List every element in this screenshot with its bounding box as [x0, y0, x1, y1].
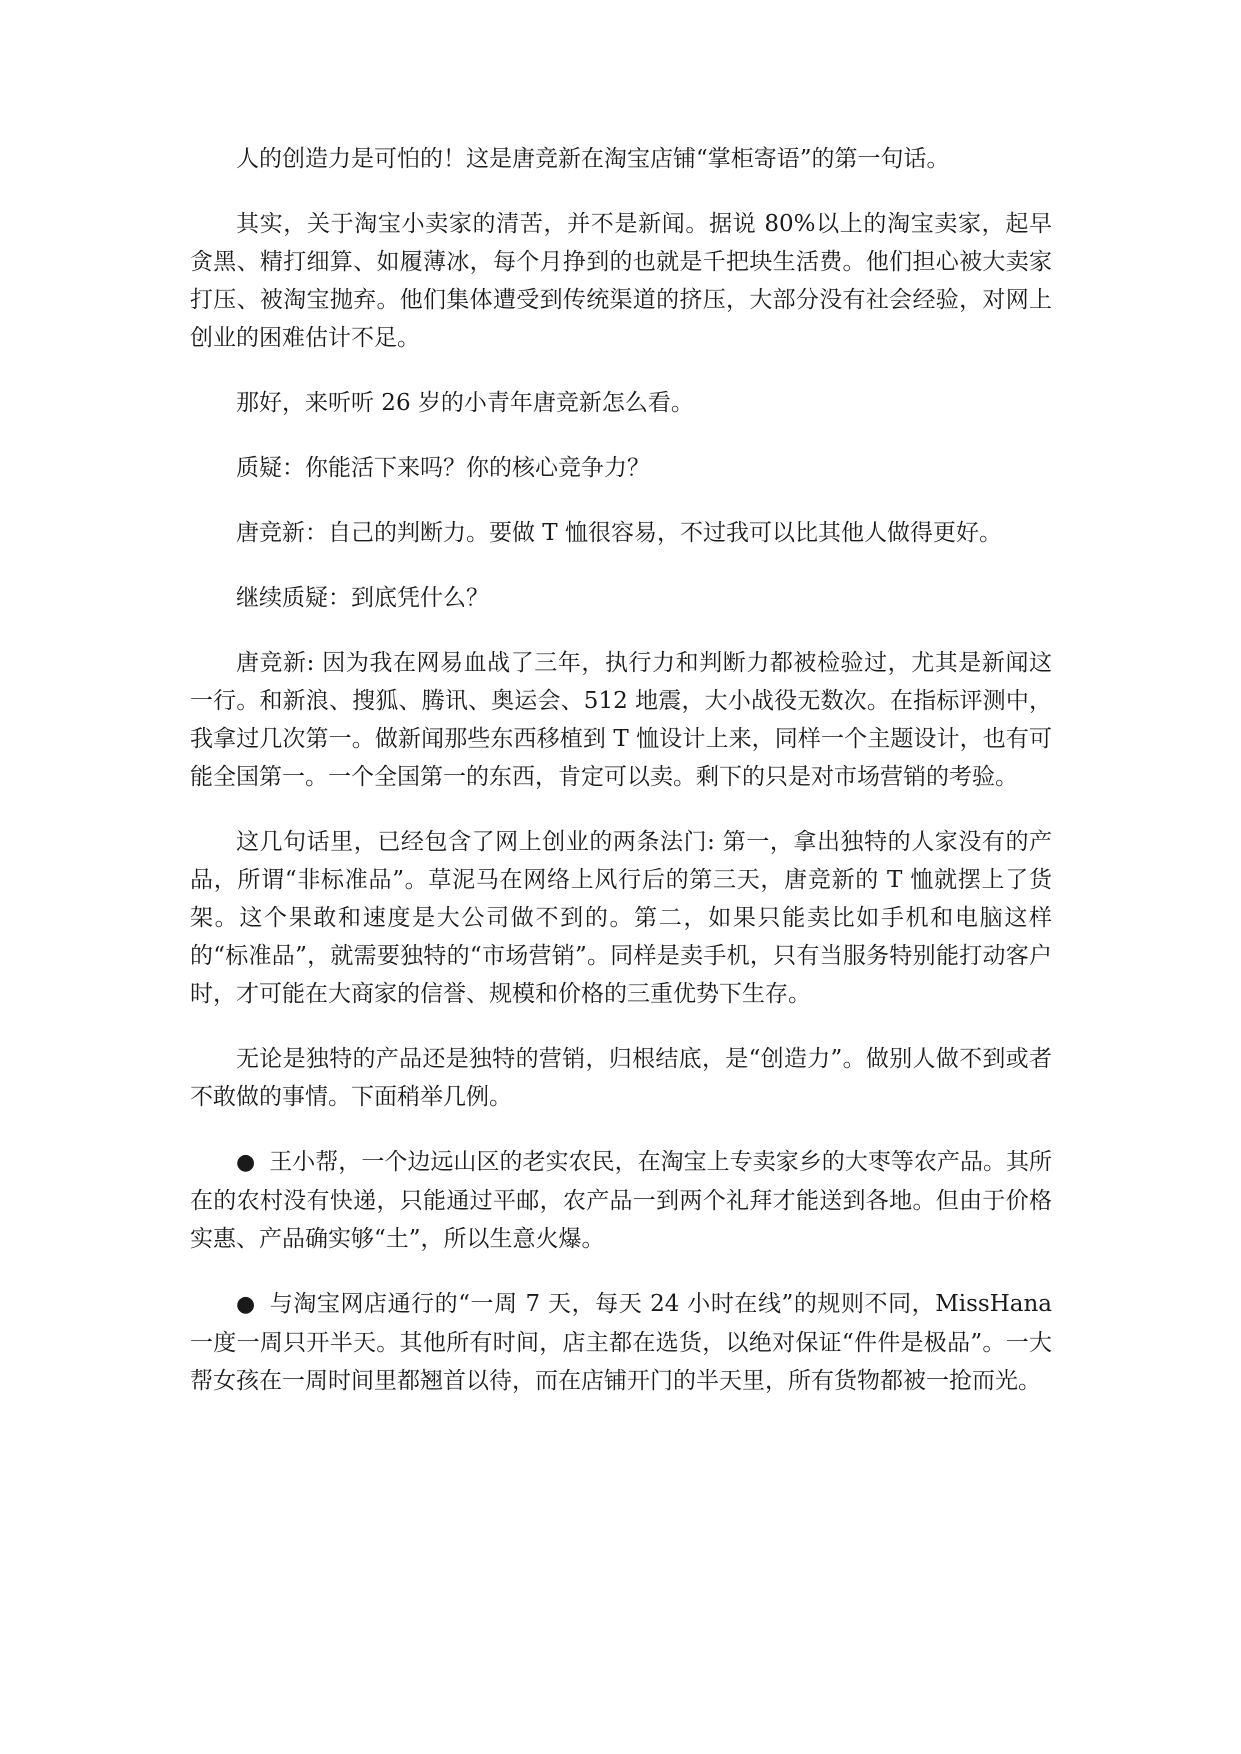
paragraph-5: 唐竞新：自己的判断力。要做 T 恤很容易，不过我可以比其他人做得更好。 — [236, 520, 1002, 546]
paragraph-3: 那好，来听听 26 岁的小青年唐竞新怎么看。 — [236, 390, 694, 416]
bullet-item-2 — [190, 1285, 1052, 1400]
bullet-item-1 — [190, 1143, 1052, 1258]
paragraph-4: 质疑：你能活下来吗？你的核心竞争力？ — [236, 455, 650, 481]
paragraph-1: 人的创造力是可怕的！这是唐竞新在淘宝店铺“掌柜寄语”的第一句话。 — [236, 146, 950, 172]
paragraph-9: 无论是独特的产品还是独特的营销，归根结底，是“创造力”。做别人做不到或者不敢做的事情。下面稍举几例。 — [190, 1046, 1052, 1110]
bullet-dot-icon: ● — [236, 1292, 256, 1317]
bullet-dot-icon: ● — [236, 1150, 256, 1175]
document-body — [190, 140, 1052, 1427]
paragraph-6: 继续质疑：到底凭什么？ — [236, 585, 489, 611]
bullet-text: 与淘宝网店通行的“一周 7 天，每天 24 小时在线”的规则不同，MissHana 一度一周只开半天。其他所有时间，店主都在选货，以绝对保证“件件是极品”。一大帮女孩在一周时间里都翘首以待，而在店铺开门的半天里，所有货物都被一抢而光。 — [190, 1291, 1053, 1394]
paragraph-2: 其实，关于淘宝小卖家的清苦，并不是新闻。据说 80%以上的淘宝卖家，起早贪黑、精打细算、如履薄冰，每个月挣到的也就是千把块生活费。他们担心被大卖家打压、被淘宝抛弃。他们集体遭受到传统渠道的挤压，大部分没有社会经验，对网上创业的困难估计不足。 — [190, 211, 1052, 351]
paragraph-8: 这几句话里，已经包含了网上创业的两条法门: 第一，拿出独特的人家没有的产品，所谓“非标准品”。草泥马在网络上风行后的第三天，唐竞新的 T 恤就摆上了货架。这个果敢和速度是大公司做不到的。第二，如果只能卖比如手机和电脑这样的“标准品”，就需要独特的“市场营销”。同样是卖手机，只有当服务特别能打动客户时，才可能在大商家的信誉、规模和价格的三重优势下生存。 — [190, 829, 1052, 1007]
bullet-text: 王小帮，一个边远山区的老实农民，在淘宝上专卖家乡的大枣等农产品。其所在的农村没有快递，只能通过平邮，农产品一到两个礼拜才能送到各地。但由于价格实惠、产品确实够“土”，所以生意火爆。 — [190, 1149, 1053, 1252]
paragraph-7: 唐竞新: 因为我在网易血战了三年，执行力和判断力都被检验过，尤其是新闻这一行。和新浪、搜狐、腾讯、奥运会、512 地震，大小战役无数次。在指标评测中，我拿过几次第一。做新闻那些东西移植到 T 恤设计上来，同样一个主题设计，也有可能全国第一。一个全国第一的东西，肯定可以卖。剩下的只是对市场营销的考验。 — [190, 650, 1052, 790]
